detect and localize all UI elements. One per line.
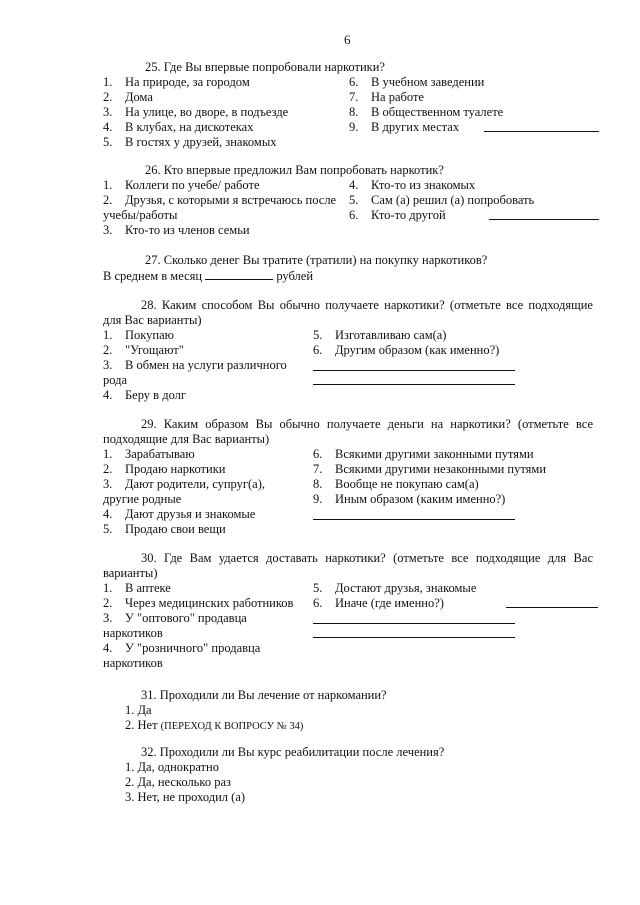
option[interactable]: 5. Продаю свои вещи [103,522,226,536]
question-title: 29. Каким образом Вы обычно получаете деньги на наркотики? (отметьте все подходящие для Вас варианты) [103,417,593,446]
question-27 [103,253,593,284]
question-32 [103,745,593,805]
option[interactable]: 5. Изготавливаю сам(а) [313,328,447,342]
options-left [103,75,353,150]
option[interactable]: 3. В обмен на услуги различного рода [103,358,287,387]
option[interactable]: 8. Вообще не покупаю сам(а) [313,477,479,491]
options-left [103,178,341,238]
option[interactable]: 2. Друзья, с которыми я встречаюсь после учебы/работы [103,193,337,222]
option[interactable]: 2. "Угощают" [103,343,184,357]
question-31 [103,688,593,734]
options-left [103,581,303,671]
question-29 [103,417,593,536]
option[interactable]: 1. Зарабатываю [103,447,195,461]
option[interactable]: 8. В общественном туалете [349,105,504,119]
options-left [103,447,303,537]
option[interactable]: 1. Да [125,703,152,717]
options-right [349,178,599,223]
option[interactable]: 9. В других местах [349,120,599,135]
option[interactable]: 1. Покупаю [103,328,174,342]
option[interactable]: 2. Дома [103,90,153,104]
option[interactable]: 4. У "розничного" продавца наркотиков [103,641,261,670]
option[interactable]: 7. На работе [349,90,424,104]
answer-line[interactable] [313,610,515,624]
question-title: 30. Где Вам удается доставать наркотики? (отметьте все подходящие для Вас варианты) [103,551,593,580]
option[interactable]: 2. Нет (ПЕРЕХОД К ВОПРОСУ № 34) [125,718,304,732]
option[interactable]: 1. Да, однократно [125,760,219,774]
question-title: 28. Каким способом Вы обычно получаете наркотики? (отметьте все подходящие для Вас варианты) [103,298,593,327]
option[interactable]: 1. Коллеги по учебе/ работе [103,178,260,192]
question-title: 27. Сколько денег Вы тратите (тратили) на покупку наркотиков? [145,253,488,267]
answer-line[interactable] [313,624,515,638]
option[interactable]: 1. В аптеке [103,581,171,595]
answer-line[interactable] [313,371,515,385]
option[interactable]: 5. В гостях у друзей, знакомых [103,135,277,149]
option[interactable]: 4. В клубах, на дискотеках [103,120,254,134]
option[interactable]: 4. Беру в долг [103,388,187,402]
skip-instruction: (ПЕРЕХОД К ВОПРОСУ № 34) [160,721,304,732]
option[interactable]: 3. Нет, не проходил (а) [125,790,246,804]
question-30 [103,551,593,670]
question-title: 31. Проходили ли Вы лечение от наркомании? [141,688,387,702]
answer-line[interactable] [313,357,515,371]
option[interactable]: 2. Продаю наркотики [103,462,226,476]
question-title: 26. Кто впервые предложил Вам попробовать наркотик? [145,163,444,177]
option[interactable]: 6. Другим образом (как именно?) [313,343,500,357]
option[interactable]: 5. Сам (а) решил (а) попробовать [349,193,535,207]
option[interactable]: 4. Дают друзья и знакомые [103,507,256,521]
option[interactable]: 2. Через медицинских работников [103,596,294,610]
option[interactable]: 6. Иначе (где именно?) [313,596,598,611]
answer-blank[interactable] [489,208,599,220]
options-right [313,447,598,520]
option[interactable]: 6. Всякими другими законными путями [313,447,534,461]
option[interactable]: 4. Кто-то из знакомых [349,178,476,192]
option[interactable]: 6. Кто-то другой [349,208,599,223]
answer-line[interactable] [313,506,515,520]
answer-blank[interactable] [484,120,599,132]
options-right [313,328,598,385]
question-title: 25. Где Вы впервые попробовали наркотики? [145,60,385,74]
options-right [349,75,599,135]
amount-blank[interactable] [205,268,273,280]
options-left [103,328,298,403]
question-26 [103,163,593,238]
answer-blank[interactable] [506,596,598,608]
option[interactable]: 3. Кто-то из членов семьи [103,223,250,237]
question-28 [103,298,593,403]
monthly-spend-row: В среднем в месяц рублей [103,269,314,283]
option[interactable]: 2. Да, несколько раз [125,775,231,789]
options-right [313,581,598,638]
option[interactable]: 1. На природе, за городом [103,75,250,89]
option[interactable]: 7. Всякими другими незаконными путями [313,462,547,476]
option[interactable]: 5. Достают друзья, знакомые [313,581,477,595]
option[interactable]: 3. Дают родители, супруг(а), другие родные [103,477,265,506]
option[interactable]: 3. На улице, во дворе, в подъезде [103,105,289,119]
question-25 [103,60,593,150]
option[interactable]: 6. В учебном заведении [349,75,485,89]
page-number: 6 [344,32,351,47]
option[interactable]: 9. Иным образом (каким именно?) [313,492,506,506]
question-title: 32. Проходили ли Вы курс реабилитации после лечения? [141,745,445,759]
option[interactable]: 3. У "оптового" продавца наркотиков [103,611,247,640]
